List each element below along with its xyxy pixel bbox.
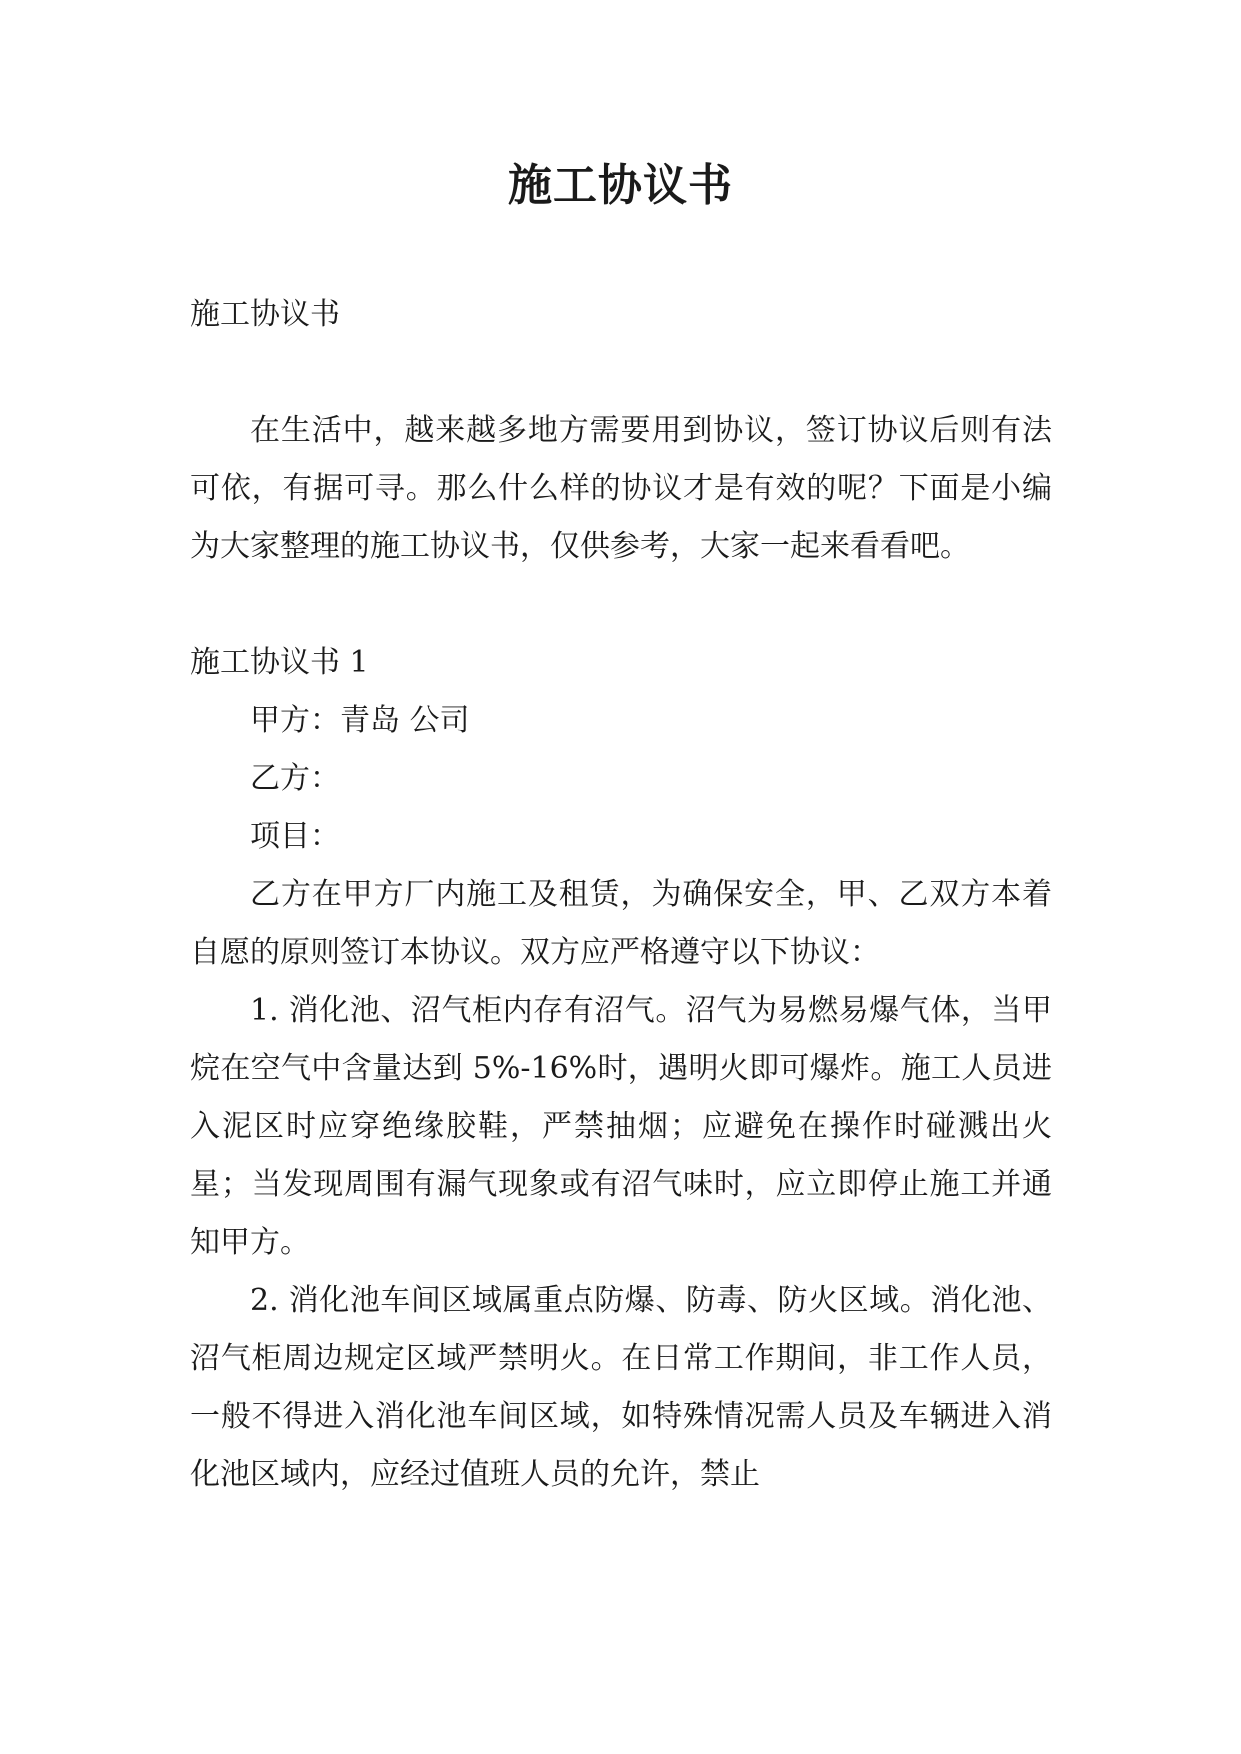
party-a-line: 甲方：青岛 公司 <box>250 703 470 738</box>
preamble-paragraph: 乙方在甲方厂内施工及租赁，为确保安全，甲、乙双方本着自愿的原则签订本协议。双方应严格遵守以下协议： <box>190 877 1052 970</box>
document-body <box>190 286 1052 1504</box>
clause-2-paragraph: 2. 消化池车间区域属重点防爆、防毒、防火区域。消化池、沼气柜周边规定区域严禁明火。在日常工作期间，非工作人员，一般不得进入消化池车间区域，如特殊情况需人员及车辆进入消化池区域内，应经过值班人员的允许，禁止 <box>190 1283 1052 1492</box>
document-title: 施工协议书 <box>508 160 733 211</box>
intro-paragraph: 在生活中，越来越多地方需要用到协议，签订协议后则有法可依，有据可寻。那么什么样的协议才是有效的呢？下面是小编为大家整理的施工协议书，仅供参考，大家一起来看看吧。 <box>190 413 1052 564</box>
document-subtitle: 施工协议书 <box>190 297 340 332</box>
clause-1-paragraph: 1. 消化池、沼气柜内存有沼气。沼气为易燃易爆气体，当甲烷在空气中含量达到 5%-16%时，遇明火即可爆炸。施工人员进入泥区时应穿绝缘胶鞋，严禁抽烟；应避免在操作时碰溅出火星；当发现周围有漏气现象或有沼气味时，应立即停止施工并通知甲方。 <box>190 993 1052 1260</box>
project-line: 项目： <box>250 819 340 854</box>
party-b-line: 乙方： <box>250 761 340 796</box>
section-heading: 施工协议书 1 <box>190 645 369 680</box>
